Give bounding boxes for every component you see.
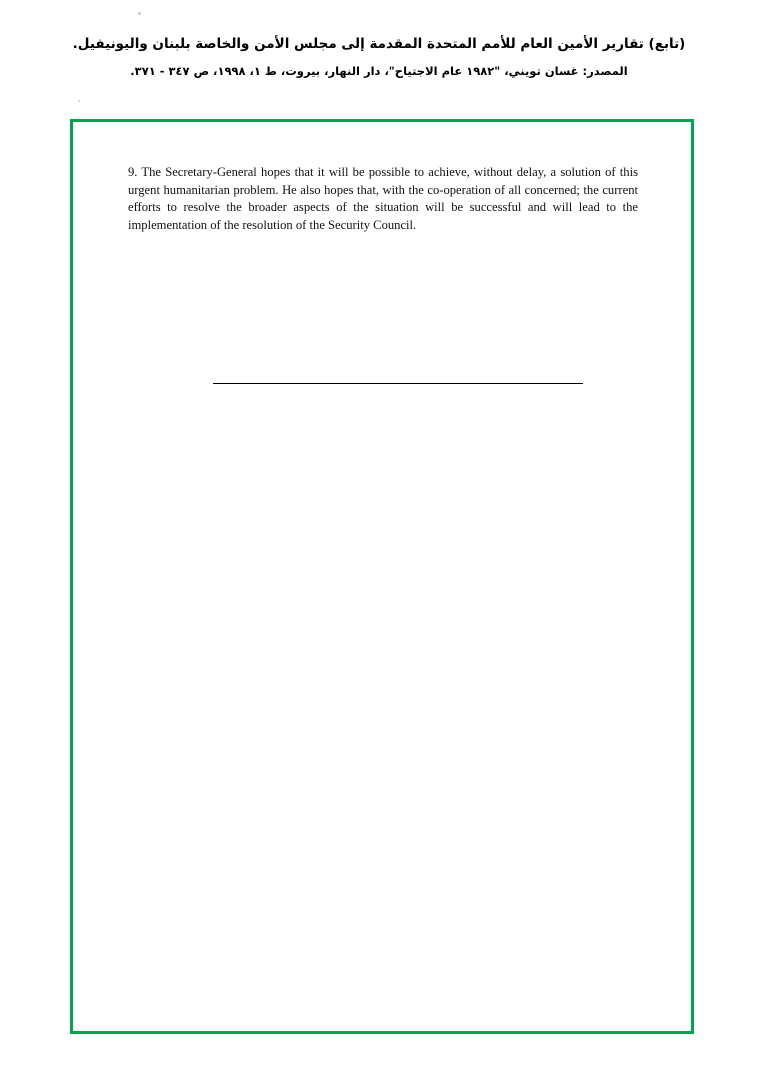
header-source: المصدر: غسان تويني، "١٩٨٢ عام الاجتياح"، دار النهار، بيروت، ط ١، ١٩٩٨، ص ٣٤٧ - ٣٧١. bbox=[130, 64, 628, 78]
horizontal-rule bbox=[213, 383, 583, 384]
scan-speck bbox=[138, 12, 141, 15]
content-frame bbox=[70, 119, 694, 1034]
document-header bbox=[0, 34, 758, 80]
header-title: (تابع) تقارير الأمين العام للأمم المتحدة المقدمة إلى مجلس الأمن والخاصة بلبنان واليونيفيل. bbox=[72, 36, 686, 52]
scan-speck bbox=[78, 100, 80, 102]
body-paragraph: 9. The Secretary-General hopes that it will be possible to achieve, without delay, a solution of this urgent humanitarian problem. He also hopes that, with the co-operation of all concerned; the current efforts to resolve the broader aspects of the situation will be successful and will lead to the implementation of the resolution of the Security Council. bbox=[128, 165, 638, 232]
